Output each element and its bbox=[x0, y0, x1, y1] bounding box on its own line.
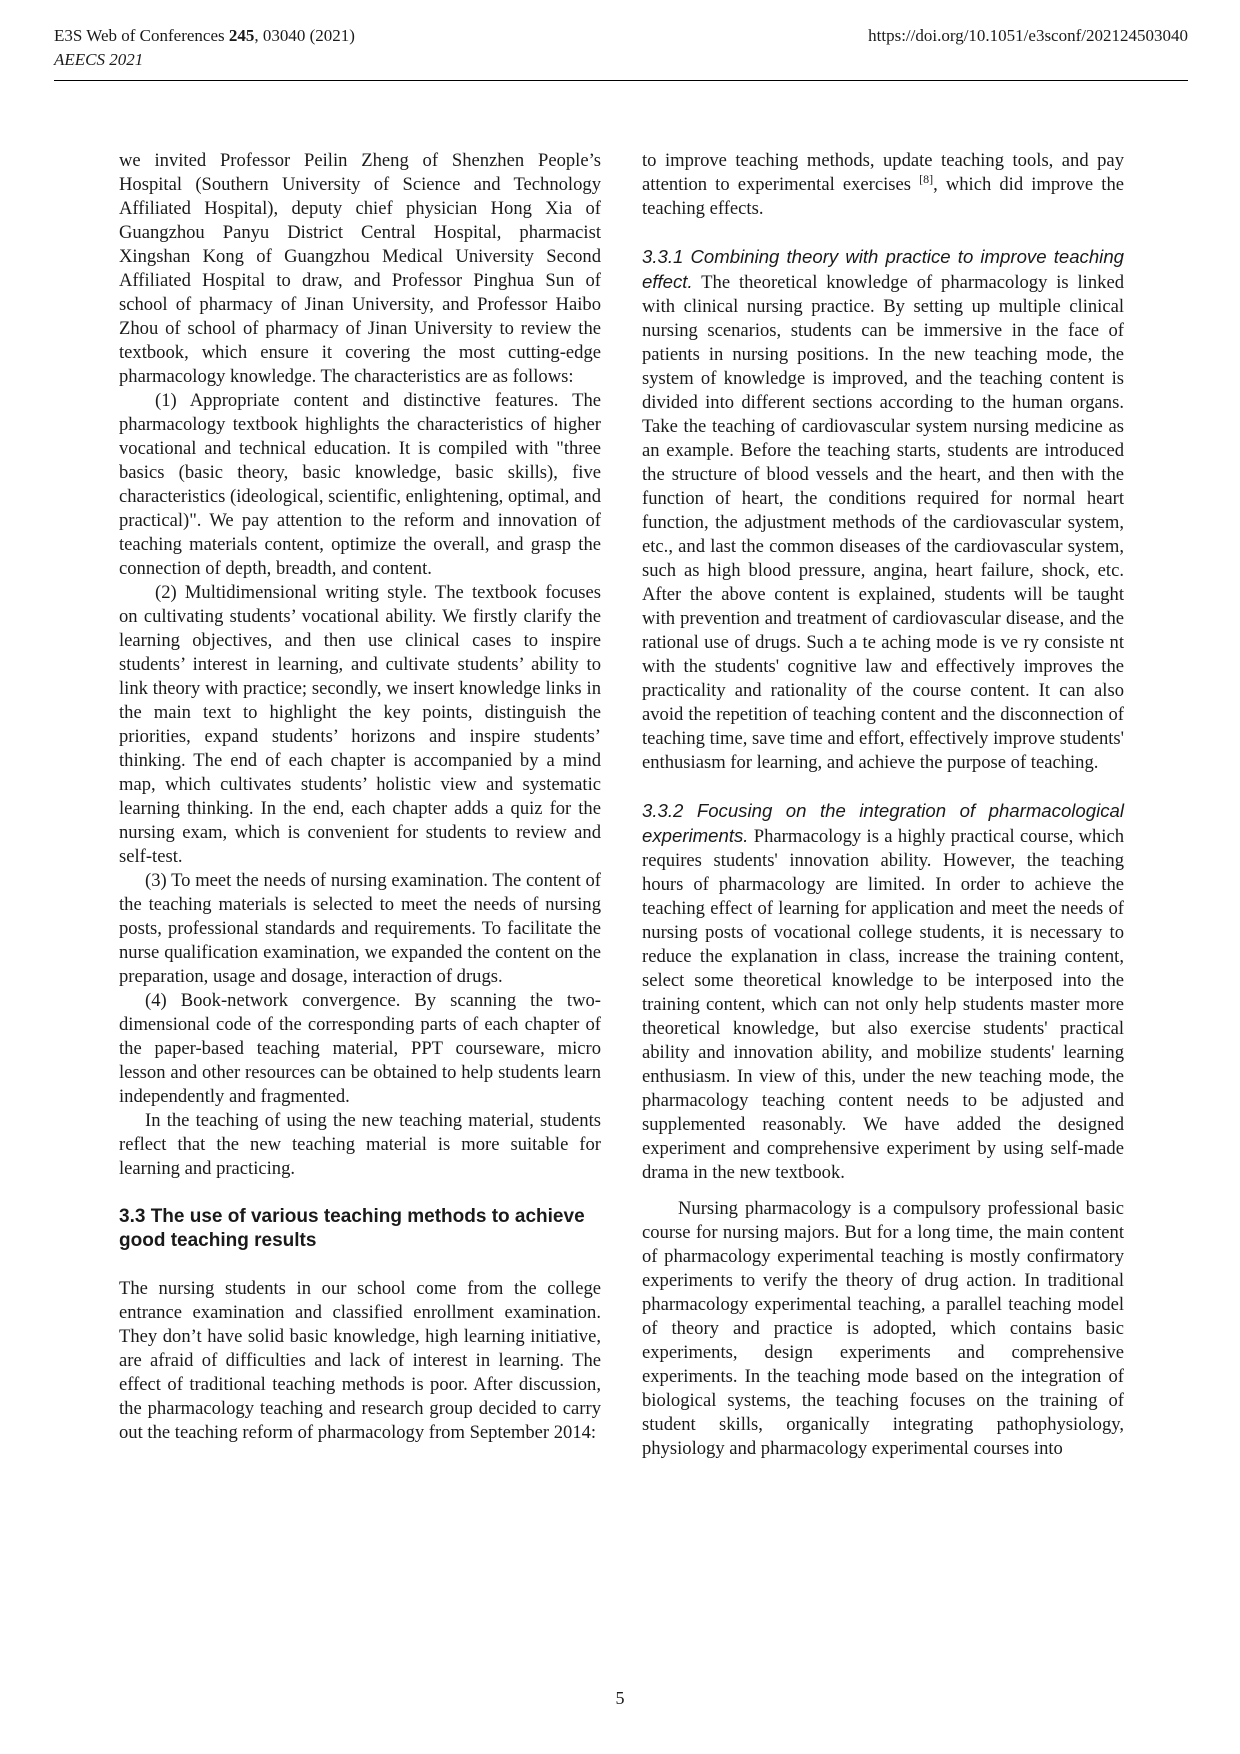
page-number: 5 bbox=[615, 1688, 625, 1708]
conference-name: AEECS 2021 bbox=[54, 50, 144, 69]
paragraph-nursing-pharmacology: Nursing pharmacology is a compulsory professional basic course for nursing majors. But for a long time, the main content of pharmacology experimental teaching is mostly confirmatory experiments to verify the theory of drug action. In traditional pharmacology experimental teaching, a parallel teaching model of theory and practice is adopted, which contains basic experiments, design experiments and comprehensive experiments. In the teaching mode based on the integration of biological systems, the teaching focuses on the training of student skills, organically integrating pathophysiology, physiology and pharmacology experimental courses into bbox=[642, 1198, 1124, 1459]
paragraph-item-4: (4) Book-network convergence. By scanning the two-dimensional code of the corresponding parts of each chapter of the paper-based teaching material, PPT courseware, micro lesson and other resources can be obtained to help students learn independently and fragmented. bbox=[119, 990, 601, 1107]
continuation-text-start: to improve teaching methods, update teaching tools, and pay attention to experimental exercises bbox=[642, 150, 1124, 195]
subsection-body-3-3-2: Pharmacology is a highly practical course, which requires students' innovation ability. However, the teaching hours of pharmacology are limited. In order to achieve the teaching effect of learning for application and meet the needs of nursing posts of vocational college students, it is necessary to reduce the explanation in class, increase the training content, select some theoretical knowledge to be interposed into the training content, which can not only help students master more theoretical knowledge, but also exercise students' practical ability and innovation ability, and mobilize students' learning enthusiasm. In view of this, under the new teaching mode, the pharmacology teaching content needs to be adjusted and supplemented reasonably. We have added the designed experiment and comprehensive experiment by using self-made drama in the new textbook. bbox=[642, 826, 1124, 1183]
paragraph-section-3-3: The nursing students in our school come from the college entrance examination and classified enrollment examination. They don’t have solid basic knowledge, high learning initiative, are afraid of difficulties and lack of interest in learning. The effect of traditional teaching methods is poor. After discussion, the pharmacology teaching and research group decided to carry out the teaching reform of pharmacology from September 2014: bbox=[119, 1278, 601, 1443]
paragraph-subsection-3-3-1 bbox=[642, 245, 1124, 775]
section-heading-3-3: 3.3 The use of various teaching methods to achieve good teaching results bbox=[119, 1206, 585, 1251]
right-column bbox=[642, 149, 1124, 1461]
article-number: , 03040 (2021) bbox=[254, 26, 355, 45]
subsection-heading-3-3-2: 3.3.2 Focusing on the integration of pharmacological experiments. bbox=[642, 800, 1124, 846]
continuation-text-end: , which did improve the teaching effects. bbox=[642, 174, 1124, 219]
journal-name: E3S Web of Conferences bbox=[54, 26, 229, 45]
citation-reference: [8] bbox=[919, 171, 934, 186]
subsection-heading-3-3-1: 3.3.1 Combining theory with practice to improve teaching effect. bbox=[642, 246, 1124, 292]
journal-citation bbox=[54, 24, 355, 48]
page-header bbox=[54, 24, 1188, 81]
spacer bbox=[642, 221, 1124, 245]
spacer bbox=[642, 1185, 1124, 1197]
journal-volume: 245 bbox=[228, 26, 255, 45]
paragraph-reflection: In the teaching of using the new teaching material, students reflect that the new teaching material is more suitable for learning and practicing. bbox=[119, 1110, 601, 1179]
spacer bbox=[119, 1253, 601, 1277]
paragraph-continuation bbox=[642, 149, 1124, 221]
paragraph-item-3: (3) To meet the needs of nursing examination. The content of the teaching materials is selected to meet the needs of nursing posts, professional standards and requirements. To facilitate the nurse qualification examination, we expanded the content on the preparation, usage and dosage, interaction of drugs. bbox=[119, 870, 601, 987]
paragraph-intro: we invited Professor Peilin Zheng of Shenzhen People’s Hospital (Southern University of Science and Technology Affiliated Hospital), deputy chief physician Hong Xia of Guangzhou Panyu District Central Hospital, pharmacist Xingshan Kong of Guangzhou Medical University Second Affiliated Hospital to draw, and Professor Pinghua Sun of school of pharmacy of Jinan University, and Professor Haibo Zhou of school of pharmacy of Jinan University to review the textbook, which ensure it covering the most cutting-edge pharmacology knowledge. The characteristics are as follows: bbox=[119, 150, 601, 387]
doi-link[interactable]: https://doi.org/10.1051/e3sconf/202124503040 bbox=[868, 26, 1188, 45]
subsection-body-3-3-1: The theoretical knowledge of pharmacology is linked with clinical nursing practice. By setting up multiple clinical nursing scenarios, students can be immersive in the face of patients in nursing positions. In the new teaching mode, the system of knowledge is improved, and the teaching content is divided into different sections according to the human organs. Take the teaching of cardiovascular system nursing medicine as an example. Before the teaching starts, students are introduced the structure of blood vessels and the heart, and then with the function of heart, the conditions required for normal heart function, the adjustment methods of the cardiovascular system, etc., and last the common diseases of the cardiovascular system, such as high blood pressure, angina, heart failure, shock, etc. After the above content is explained, students will be taught with prevention and treatment of cardiovascular disease, and the rational use of drugs. Such a te aching mode is ve ry consiste nt with the students' cognitive law and effectively improves the practicality and rationality of the course content. It can also avoid the repetition of teaching content and the disconnection of teaching time, save time and effort, effectively improve students' enthusiasm for learning, and achieve the purpose of teaching. bbox=[642, 272, 1124, 773]
spacer bbox=[642, 775, 1124, 799]
left-column bbox=[119, 149, 601, 1445]
paragraph-item-1: (1) Appropriate content and distinctive features. The pharmacology textbook highlights the characteristics of higher vocational and technical education. It is compiled with "three basics (basic theory, basic knowledge, basic skills), five characteristics (ideological, scientific, enlightening, optimal, and practical)". We pay attention to the reform and innovation of teaching materials content, optimize the overall, and grasp the connection of depth, breadth, and content. bbox=[119, 390, 601, 579]
header-citation bbox=[54, 24, 355, 72]
paragraph-item-2: (2) Multidimensional writing style. The textbook focuses on cultivating students’ vocational ability. We firstly clarify the learning objectives, and then use clinical cases to inspire students’ interest in learning, and cultivate students’ ability to link theory with practice; secondly, we insert knowledge links in the main text to highlight the key points, distinguish the priorities, expand students’ horizons and inspire students’ thinking. The end of each chapter is accompanied by a mind map, which cultivates students’ holistic view and systematic learning thinking. In the end, each chapter adds a quiz for the nursing exam, which is convenient for students to review and self-test. bbox=[119, 582, 601, 867]
spacer bbox=[119, 1181, 601, 1205]
paragraph-subsection-3-3-2 bbox=[642, 799, 1124, 1185]
